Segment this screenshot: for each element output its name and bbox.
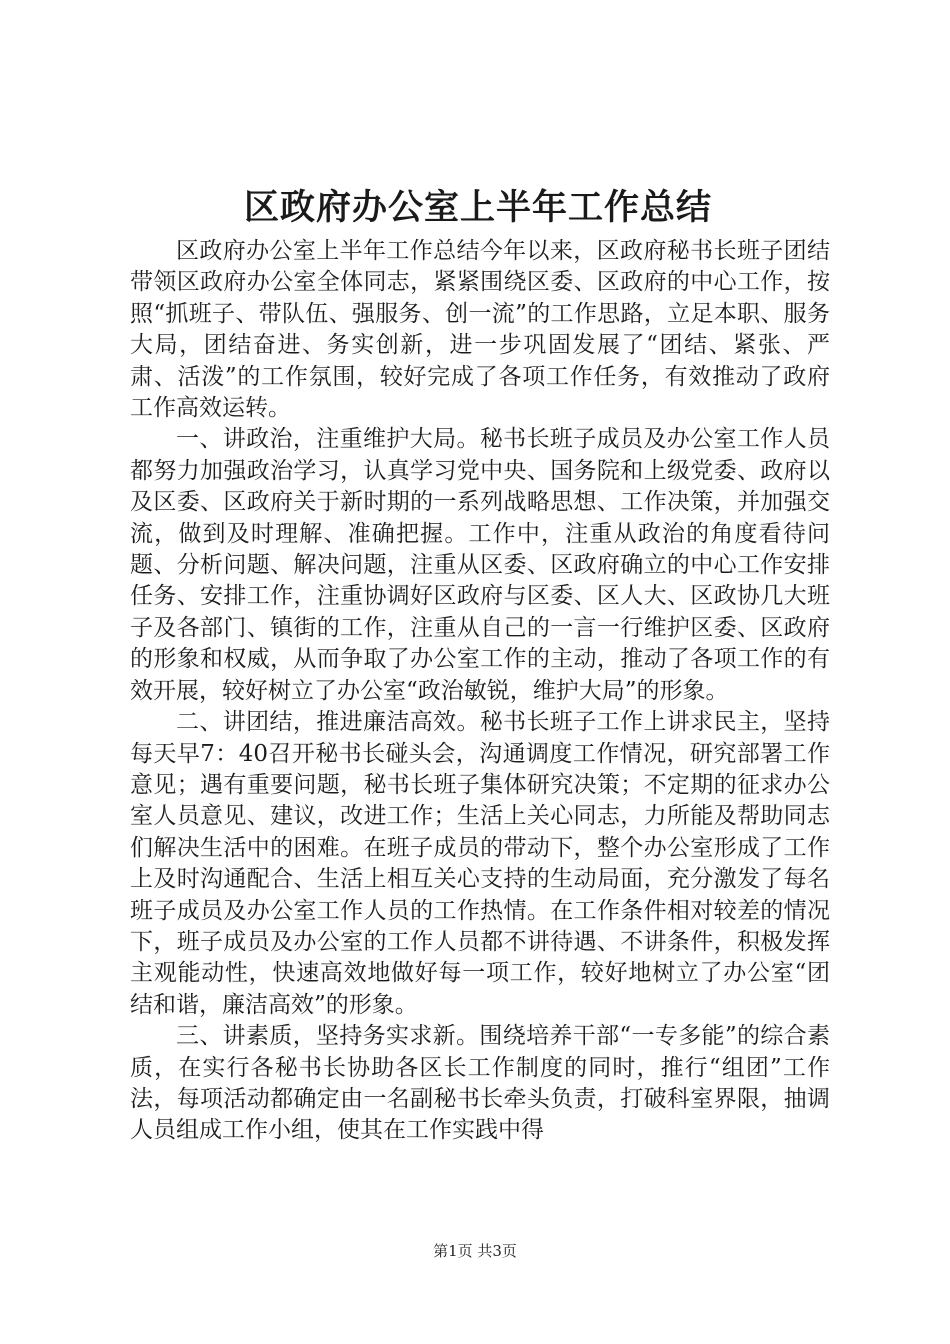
paragraph-section-3: 三、讲素质，坚持务实求新。围绕培养干部“一专多能”的综合素质，在实行各秘书长协助各区长工作制度的同时，推行“组团”工作法，每项活动都确定由一名副秘书长牵头负责，打破科室界限，抽调人员组成工作小组，使其在工作实践中得 bbox=[130, 1023, 830, 1144]
paragraph-intro: 区政府办公室上半年工作总结今年以来，区政府秘书长班子团结带领区政府办公室全体同志，紧紧围绕区委、区政府的中心工作，按照“抓班子、带队伍、强服务、创一流”的工作思路，立足本职、服务大局，团结奋进、务实创新，进一步巩固发展了“团结、紧张、严肃、活泼”的工作氛围，较好完成了各项工作任务，有效推动了政府工作高效运转。 bbox=[130, 238, 830, 422]
page-number-footer: 第1页 共3页 bbox=[433, 1242, 517, 1260]
paragraph-section-2: 二、讲团结，推进廉洁高效。秘书长班子工作上讲求民主，坚持每天早7：40召开秘书长碰头会，沟通调度工作情况，研究部署工作意见；遇有重要问题，秘书长班子集体研究决策；不定期的征求办公室人员意见、建议，改进工作；生活上关心同志，力所能及帮助同志们解决生活中的困难。在班子成员的带动下，整个办公室形成了工作上及时沟通配合、生活上相互关心支持的生动局面，充分激发了每名班子成员及办公室工作人员的工作热情。在工作条件相对较差的情况下，班子成员及办公室的工作人员都不讲待遇、不讲条件，积极发挥主观能动性，快速高效地做好每一项工作，较好地树立了办公室“团结和谐，廉洁高效”的形象。 bbox=[130, 709, 830, 1018]
paragraph-section-1: 一、讲政治，注重维护大局。秘书长班子成员及办公室工作人员都努力加强政治学习，认真学习党中央、国务院和上级党委、政府以及区委、区政府关于新时期的一系列战略思想、工作决策，并加强交流，做到及时理解、准确把握。工作中，注重从政治的角度看待问题、分析问题、解决问题，注重从区委、区政府确立的中心工作安排任务、安排工作，注重协调好区政府与区委、区人大、区政协几大班子及各部门、镇街的工作，注重从自己的一言一行维护区委、区政府的形象和权威，从而争取了办公室工作的主动，推动了各项工作的有效开展，较好树立了办公室“政治敏锐，维护大局”的形象。 bbox=[130, 426, 830, 704]
document-body bbox=[130, 236, 830, 1147]
document-title: 区政府办公室上半年工作总结 bbox=[243, 187, 712, 228]
